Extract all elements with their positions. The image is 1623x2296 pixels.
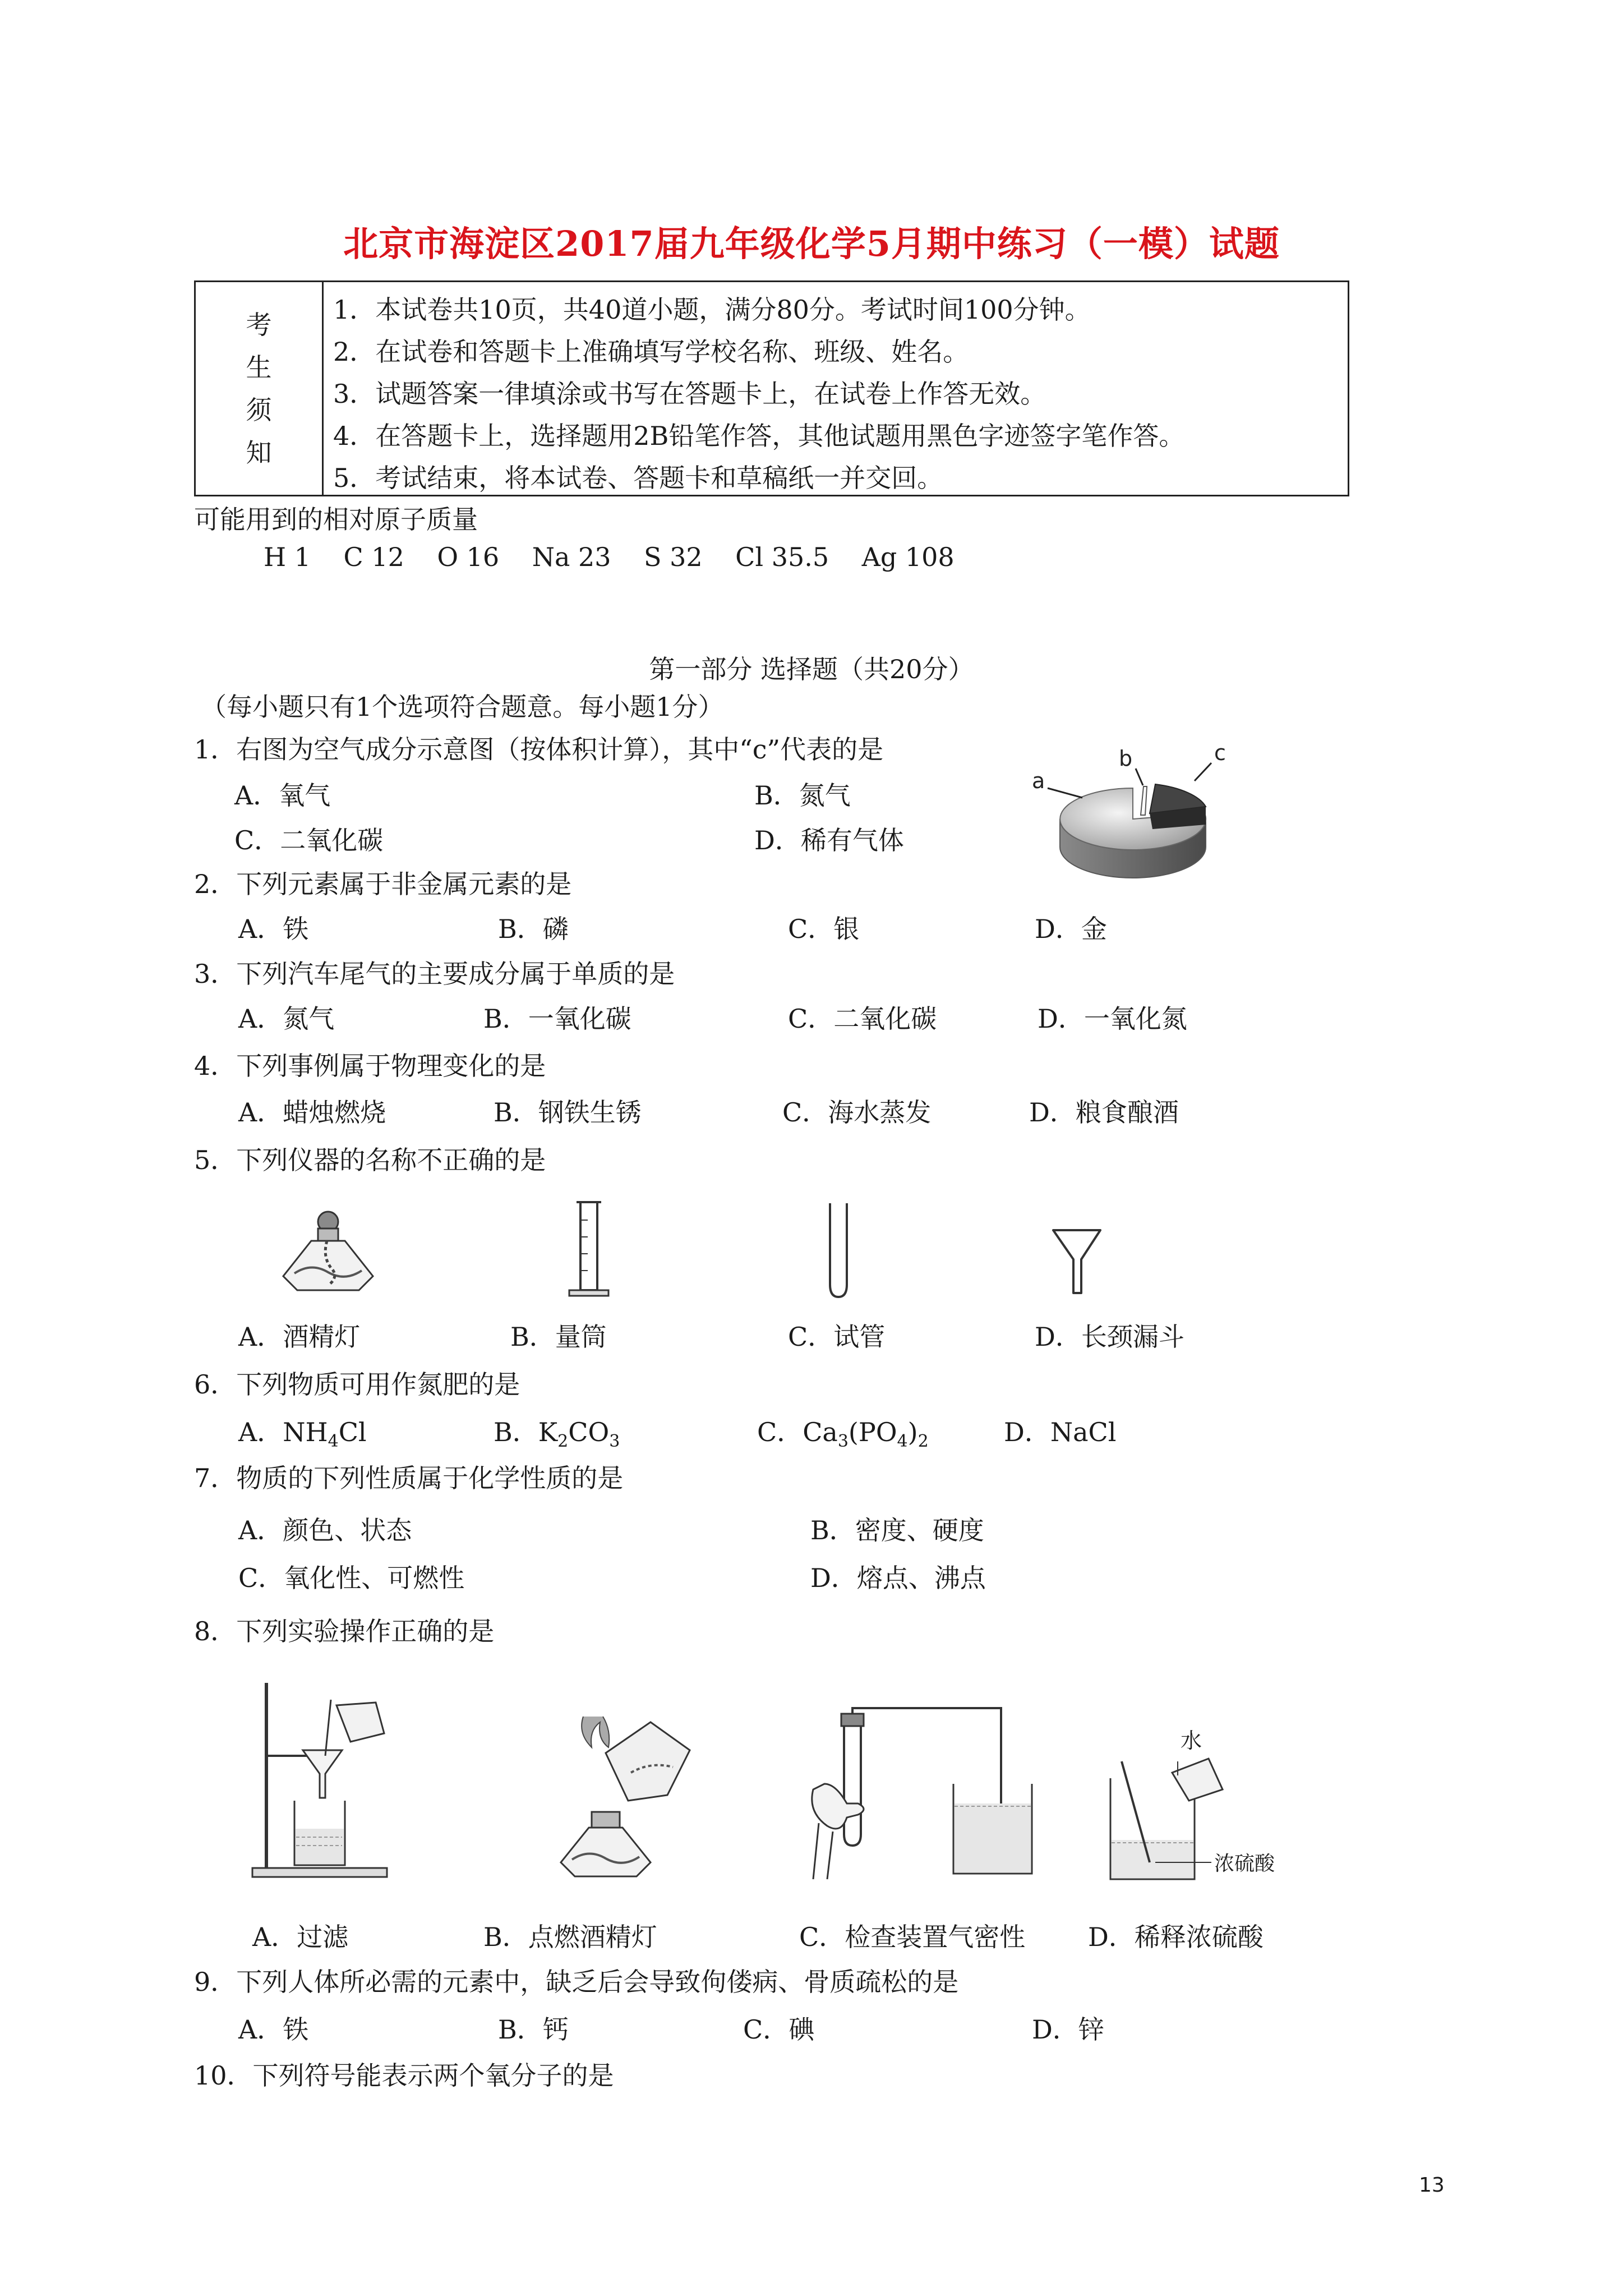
notice-label: [196, 282, 324, 495]
measuring-cylinder-icon: [561, 1198, 617, 1304]
q8-option-d: D．稀释浓硫酸: [1088, 1922, 1264, 1952]
q5-option-a: A．酒精灯: [238, 1322, 361, 1352]
lighting-lamp-icon: [538, 1700, 707, 1890]
q10-stem: 10．下列符号能表示两个氧分子的是: [194, 2060, 614, 2091]
q1-option-c: C．二氧化碳: [234, 825, 384, 855]
q5-option-b: B．量筒: [510, 1322, 607, 1352]
notice-items: [333, 289, 1342, 499]
q3-option-d: D．一氧化氮: [1038, 1004, 1187, 1034]
pie-slice-b: [1141, 786, 1147, 815]
notice-label-char: 知: [246, 437, 272, 468]
q9-option-b: B．钙: [498, 2014, 569, 2045]
q4-option-d: D．粮食酿酒: [1029, 1097, 1179, 1128]
water-label: 水: [1181, 1728, 1202, 1753]
q6-option-c: C．$Ca_3(PO_4)_2$: [757, 1417, 929, 1451]
part1-heading: 第一部分 选择题（共20分）: [649, 654, 974, 684]
notice-label-char: 考: [246, 309, 272, 340]
q1-option-b: B．氮气: [754, 780, 851, 811]
q1-stem: 1．右图为空气成分示意图（按体积计算），其中“c”代表的是: [194, 734, 884, 765]
q1-option-d: D．稀有气体: [754, 825, 904, 855]
q7-option-c: C．氧化性、可燃性: [238, 1563, 465, 1593]
q6-option-b: B．$K_2CO_3$: [494, 1417, 620, 1451]
notice-item: 4．在答题卡上，选择题用2B铅笔作答，其他试题用黑色字迹签字笔作答。: [333, 421, 1185, 451]
q6-option-a: A．$NH_4Cl$: [238, 1417, 367, 1451]
q2-option-d: D．金: [1035, 914, 1107, 944]
q2-option-a: A．铁: [238, 914, 309, 944]
q3-option-b: B．一氧化碳: [483, 1004, 631, 1034]
q4-option-b: B．钢铁生锈: [494, 1097, 642, 1128]
page-title: 北京市海淀区2017届九年级化学5月期中练习（一模）试题: [343, 223, 1280, 264]
q8-stem: 8．下列实验操作正确的是: [194, 1616, 495, 1646]
q7-option-a: A．颜色、状态: [238, 1515, 412, 1545]
q6-option-d: D．NaCl: [1004, 1417, 1117, 1447]
concentrated-acid-label: 浓硫酸: [1214, 1852, 1275, 1875]
q3-option-a: A．氮气: [238, 1004, 335, 1034]
pie-label-c: c: [1214, 740, 1226, 765]
atomic-mass-values: H 1 C 12 O 16 Na 23 S 32 Cl 35.5 Ag 108: [264, 542, 955, 572]
atomic-mass-heading: 可能用到的相对原子质量: [194, 504, 478, 535]
q8-option-a: A．过滤: [252, 1922, 349, 1952]
pie-label-a: a: [1032, 769, 1045, 793]
q7-stem: 7．物质的下列性质属于化学性质的是: [194, 1463, 624, 1493]
part1-instruction: （每小题只有1个选项符合题意。每小题1分）: [201, 692, 724, 722]
q8-option-b: B．点燃酒精灯: [483, 1922, 657, 1952]
q9-option-a: A．铁: [238, 2014, 309, 2045]
notice-box: [194, 280, 1349, 496]
q7-option-b: B．密度、硬度: [810, 1515, 984, 1545]
notice-item: 1．本试卷共10页，共40道小题，满分80分。考试时间100分钟。: [333, 295, 1091, 325]
q3-option-c: C．二氧化碳: [788, 1004, 937, 1034]
q9-option-d: D．锌: [1032, 2014, 1104, 2045]
notice-item: 2．在试卷和答题卡上准确填写学校名称、班级、姓名。: [333, 337, 969, 367]
pie-label-b: b: [1119, 746, 1133, 771]
notice-label-char: 生: [246, 352, 272, 383]
notice-item: 3．试题答案一律填涂或书写在答题卡上，在试卷上作答无效。: [333, 379, 1046, 409]
q7-option-d: D．熔点、沸点: [810, 1563, 986, 1593]
alcohol-lamp-icon: [278, 1206, 379, 1301]
page-number: 13: [1419, 2174, 1445, 2197]
funnel-icon: [1049, 1226, 1105, 1299]
q9-option-c: C．碘: [743, 2014, 815, 2045]
q8-option-c: C．检查装置气密性: [799, 1922, 1026, 1952]
q1-option-a: A．氧气: [234, 780, 331, 811]
filtration-setup-icon: [241, 1677, 409, 1890]
q9-stem: 9．下列人体所必需的元素中，缺乏后会导致佝偻病、骨质疏松的是: [194, 1967, 959, 1997]
q5-option-c: C．试管: [788, 1322, 886, 1352]
q4-stem: 4．下列事例属于物理变化的是: [194, 1051, 546, 1081]
air-composition-pie-figure: [1021, 735, 1256, 903]
notice-item: 5．考试结束，将本试卷、答题卡和草稿纸一并交回。: [333, 463, 943, 493]
airtightness-check-icon: [802, 1705, 1038, 1890]
q5-stem: 5．下列仪器的名称不正确的是: [194, 1145, 546, 1175]
q6-stem: 6．下列物质可用作氮肥的是: [194, 1369, 520, 1400]
q5-option-d: D．长颈漏斗: [1035, 1322, 1184, 1352]
q4-option-c: C．海水蒸发: [782, 1097, 932, 1128]
q2-option-b: B．磷: [498, 914, 569, 944]
test-tube-icon: [822, 1200, 855, 1301]
q4-option-a: A．蜡烛燃烧: [238, 1097, 386, 1128]
notice-label-char: 须: [246, 394, 272, 425]
q2-stem: 2．下列元素属于非金属元素的是: [194, 869, 572, 899]
q3-stem: 3．下列汽车尾气的主要成分属于单质的是: [194, 959, 675, 989]
q2-option-c: C．银: [788, 914, 860, 944]
